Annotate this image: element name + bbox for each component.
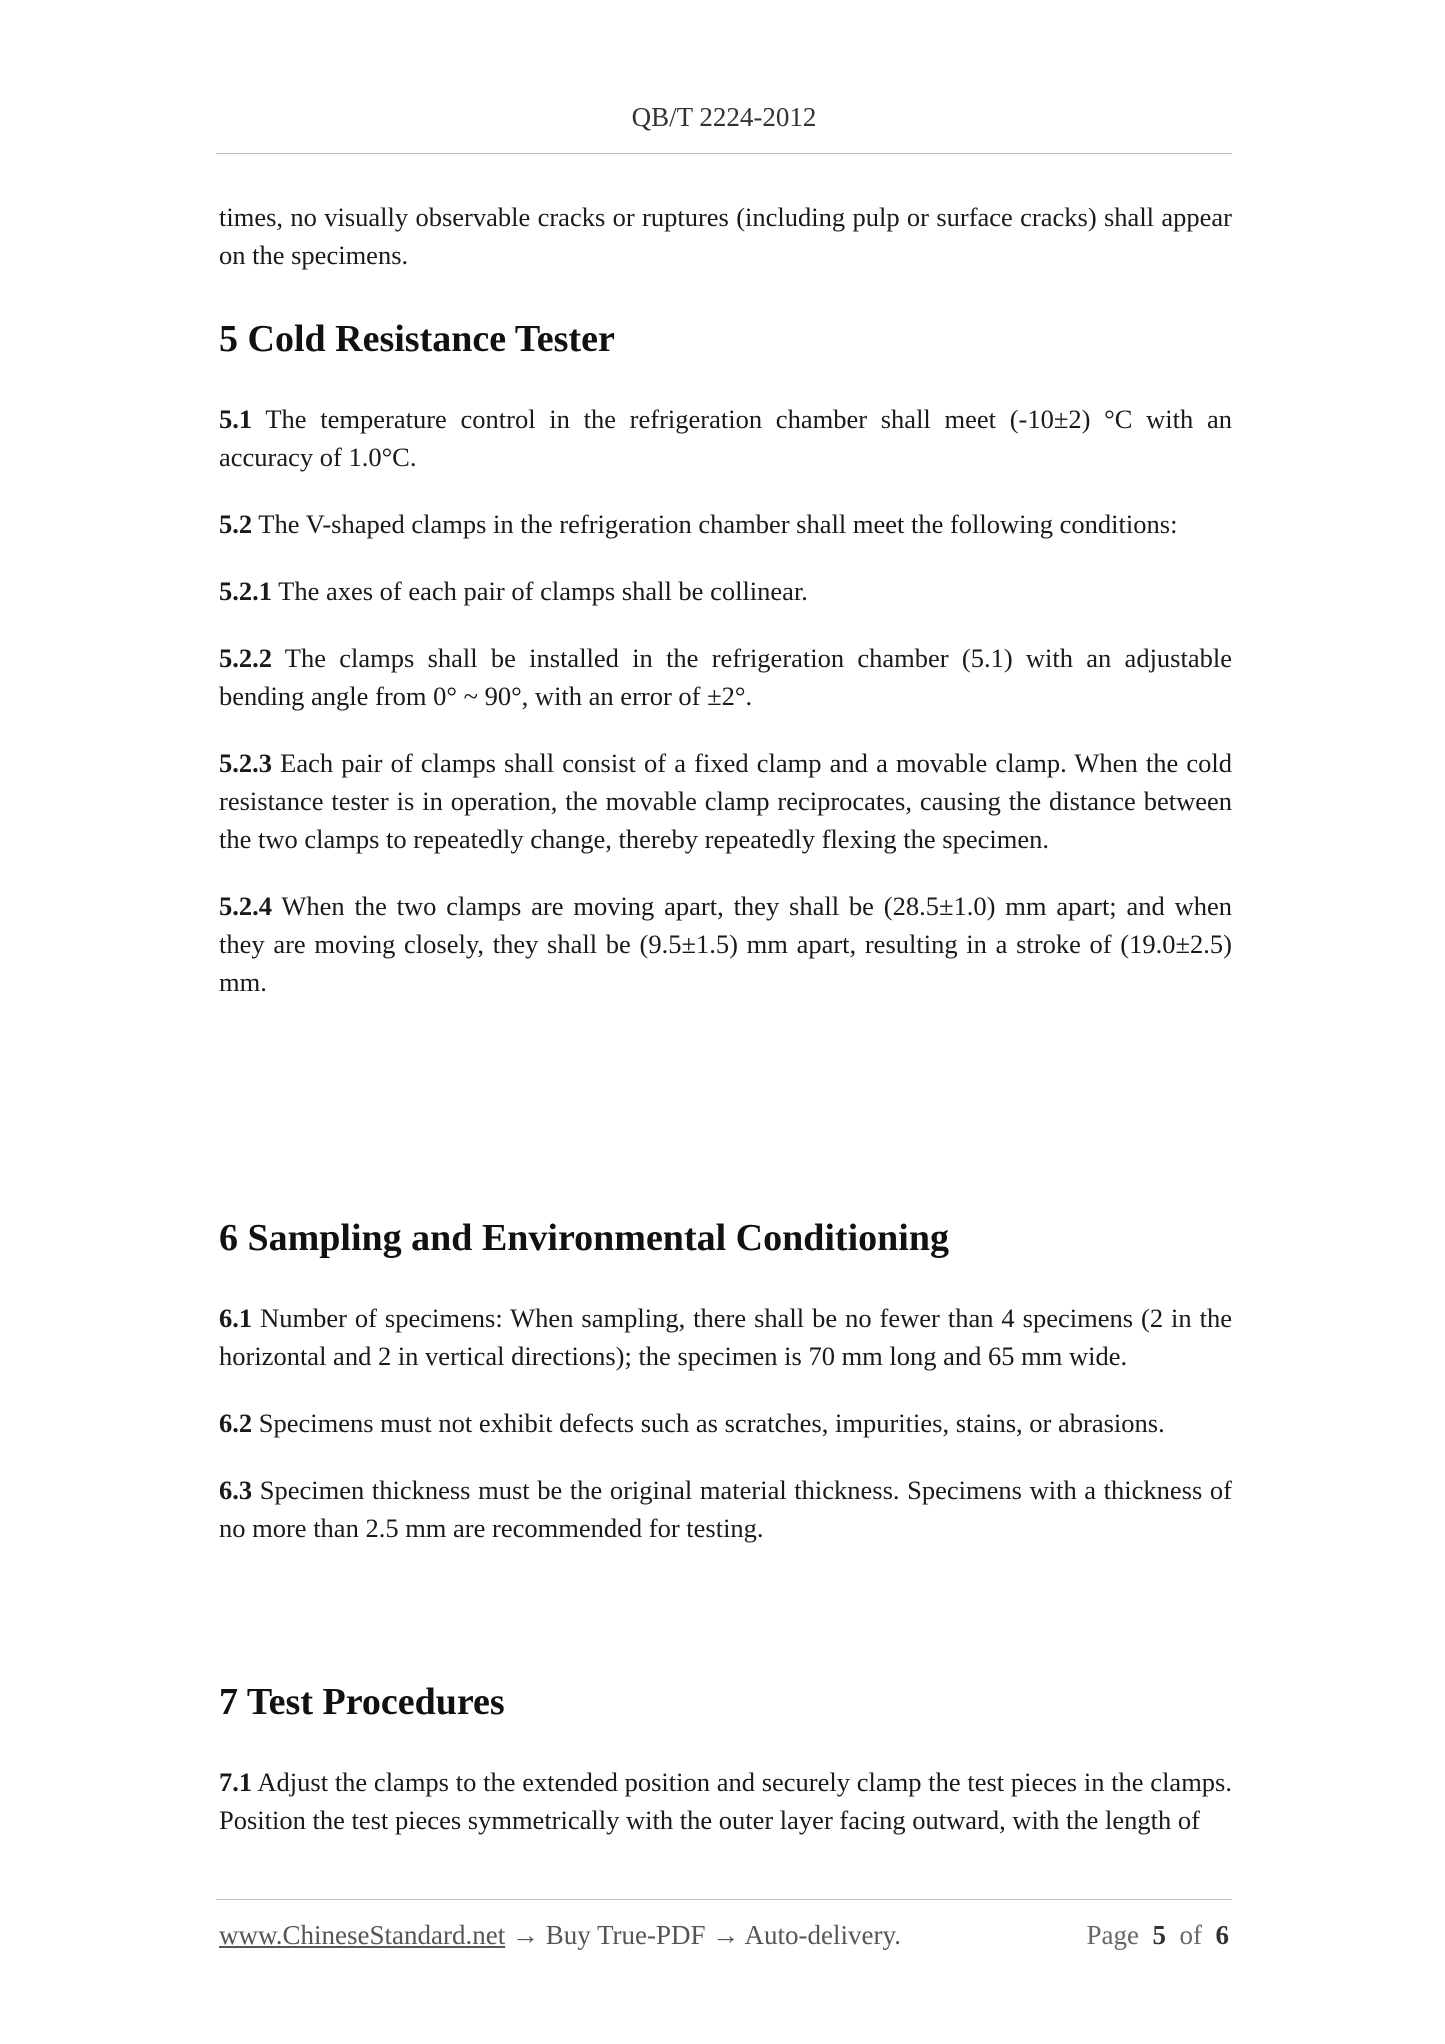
buy-true-pdf-text: Buy True-PDF — [545, 1920, 706, 1950]
clause-text: The clamps shall be installed in the refrigeration chamber (5.1) with an adjustable bending angle from 0° ~ 90°, with an error of ±2°. — [219, 643, 1232, 711]
clause-6-1 — [219, 1299, 1232, 1375]
continuation-paragraph: times, no visually observable cracks or ruptures (including pulp or surface cracks) shall appear on the specimens. — [219, 202, 1232, 270]
clause-text: Each pair of clamps shall consist of a fixed clamp and a movable clamp. When the cold resistance tester is in operation, the movable clamp reciprocates, causing the distance between the two clamps to repeatedly change, thereby repeatedly flexing the specimen. — [219, 748, 1232, 854]
clause-5-2 — [219, 505, 1232, 543]
auto-delivery-text: Auto-delivery. — [744, 1920, 901, 1950]
of-label: of — [1179, 1920, 1202, 1950]
clause-number: 6.3 — [219, 1475, 253, 1505]
clause-number: 5.2 — [219, 509, 253, 539]
header-divider — [216, 153, 1232, 154]
clause-5-1 — [219, 400, 1232, 476]
website-link[interactable]: www.ChineseStandard.net — [219, 1920, 506, 1950]
clause-text: Specimens must not exhibit defects such as scratches, impurities, stains, or abrasions. — [252, 1408, 1165, 1438]
clause-text: When the two clamps are moving apart, they shall be (28.5±1.0) mm apart; and when they are moving closely, they shall be (9.5±1.5) mm apart, resulting in a stroke of (19.0±2.5) mm. — [219, 891, 1232, 997]
clause-5-2-2 — [219, 639, 1232, 715]
footer-promo — [219, 1920, 901, 1951]
clause-text: The temperature control in the refrigeration chamber shall meet (-10±2) °C with an accuracy of 1.0°C. — [219, 404, 1232, 472]
section-heading-6: 6 Sampling and Environmental Conditioning — [219, 1217, 949, 1259]
clause-number: 5.2.3 — [219, 748, 272, 778]
clause-text: The axes of each pair of clamps shall be collinear. — [272, 576, 808, 606]
clause-number: 7.1 — [219, 1767, 253, 1797]
section-heading-7: 7 Test Procedures — [219, 1681, 505, 1723]
page-indicator — [1087, 1920, 1229, 1951]
clause-number: 5.2.1 — [219, 576, 272, 606]
clause-number: 5.1 — [219, 404, 253, 434]
footer-divider — [216, 1899, 1232, 1900]
document-code-header: QB/T 2224-2012 — [631, 102, 817, 132]
clause-6-3 — [219, 1471, 1232, 1547]
clause-number: 6.2 — [219, 1408, 253, 1438]
section-heading-5: 5 Cold Resistance Tester — [219, 318, 615, 360]
clause-text: Adjust the clamps to the extended position and securely clamp the test pieces in the clamps. Position the test pieces symmetrically with the outer layer facing outward, with the length of — [219, 1767, 1232, 1835]
arrow-right-icon: → — [511, 1920, 539, 1950]
total-page-count: 6 — [1215, 1920, 1229, 1950]
clause-number: 6.1 — [219, 1303, 253, 1333]
arrow-right-icon: → — [712, 1920, 740, 1950]
clause-number: 5.2.2 — [219, 643, 272, 673]
clause-text: Number of specimens: When sampling, there shall be no fewer than 4 specimens (2 in the horizontal and 2 in vertical directions); the specimen is 70 mm long and 65 mm wide. — [219, 1303, 1232, 1371]
clause-text: Specimen thickness must be the original material thickness. Specimens with a thickness of no more than 2.5 mm are recommended for testing. — [219, 1475, 1232, 1543]
page-label: Page — [1086, 1920, 1139, 1950]
clause-5-2-3 — [219, 744, 1232, 858]
clause-5-2-1 — [219, 572, 1232, 610]
clause-6-2 — [219, 1404, 1232, 1442]
clause-number: 5.2.4 — [219, 891, 272, 921]
clause-5-2-4 — [219, 887, 1232, 1001]
clause-text: The V-shaped clamps in the refrigeration chamber shall meet the following conditions: — [252, 509, 1178, 539]
current-page-number: 5 — [1152, 1920, 1166, 1950]
clause-7-1 — [219, 1763, 1232, 1839]
document-body — [219, 198, 1232, 1839]
